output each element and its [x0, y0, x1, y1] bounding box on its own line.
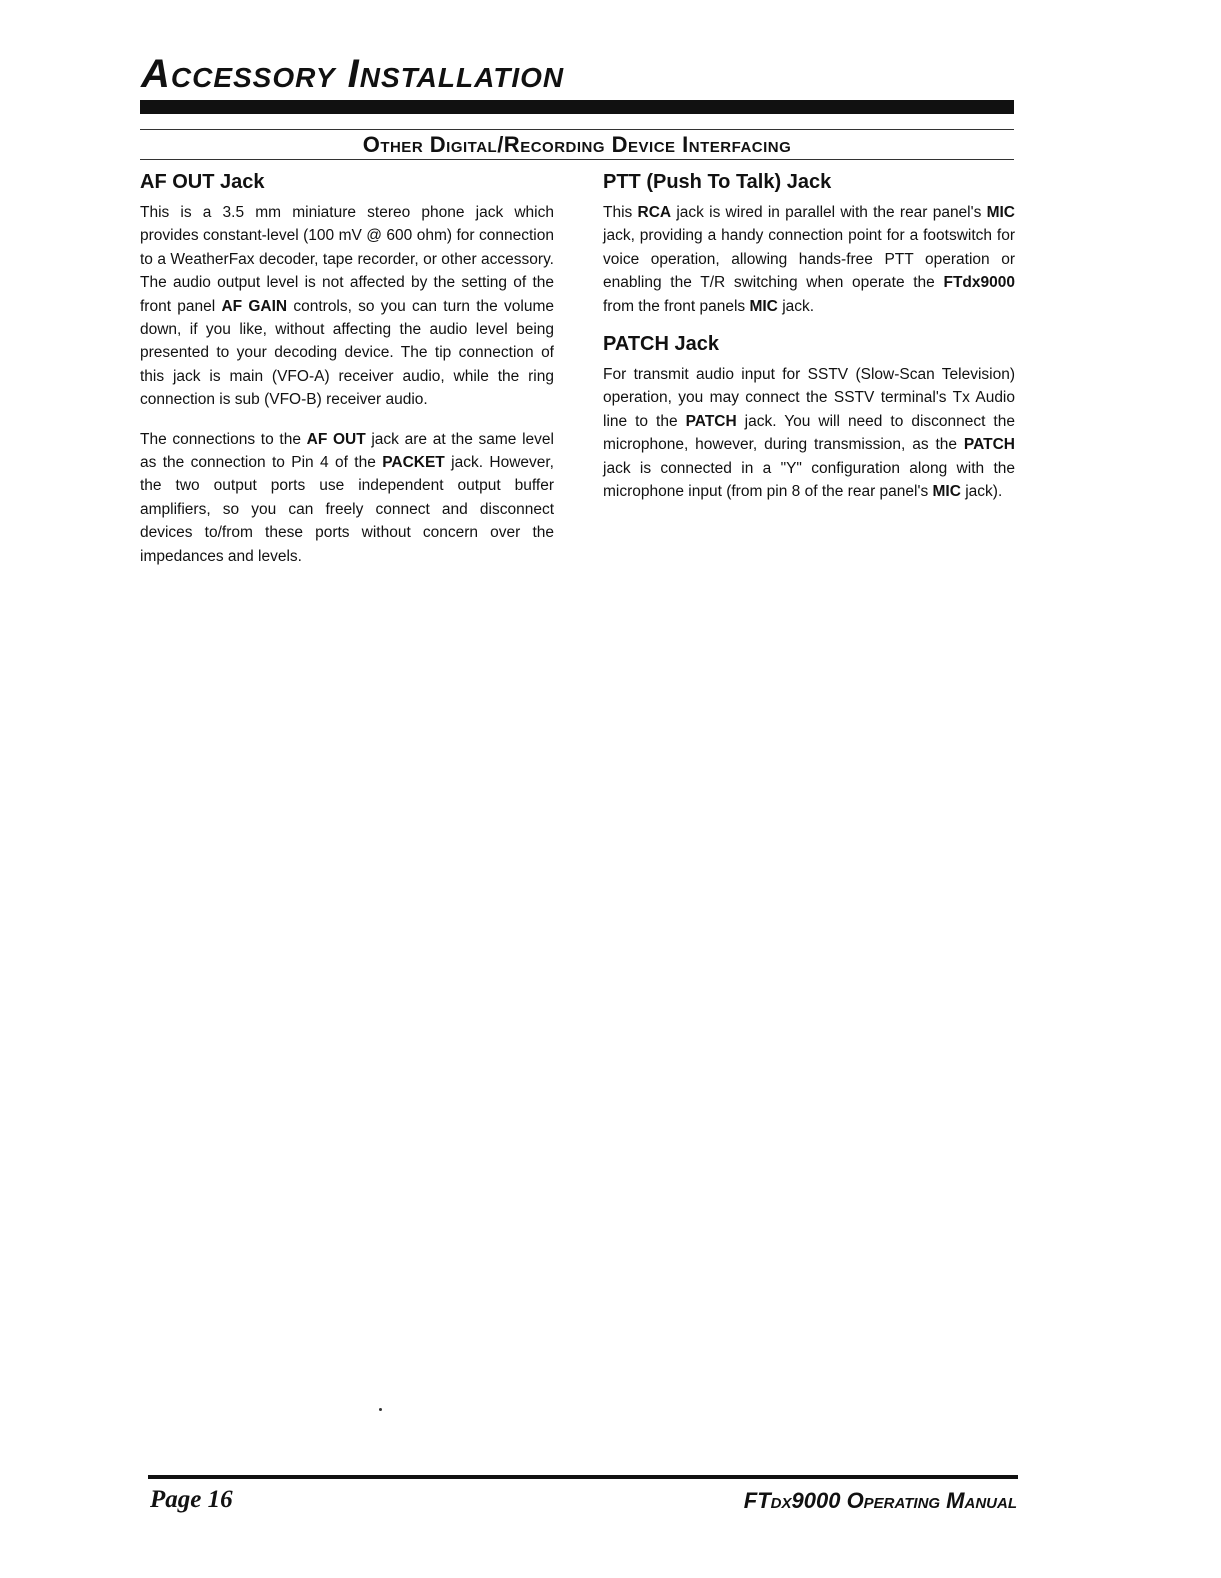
page-title: Accessory Installation — [141, 52, 565, 96]
af-out-paragraph-1: This is a 3.5 mm miniature stereo phone jack which provides constant-level (100 mV @ 600 ohm) for connection to a WeatherFax decoder, tape recorder, or other accessory. The audio output level is not affected by the setting of the front panel AF GAIN controls, so you can turn the volume down, if you like, without affecting the audio level being presented to your decoding device. The tip connection of this jack is main (VFO-A) receiver audio, while the ring connection is sub (VFO-B) receiver audio. — [140, 204, 554, 409]
left-column — [140, 168, 554, 576]
footer-rule — [148, 1475, 1018, 1479]
manual-title: FTdx9000 Operating Manual — [743, 1488, 1017, 1513]
section-heading: Other Digital/Recording Device Interfacing — [362, 132, 792, 157]
title-bar — [140, 100, 1014, 114]
section-rule-bottom — [140, 159, 1014, 160]
stray-dot — [379, 1408, 382, 1411]
right-column — [603, 168, 1015, 511]
ptt-heading: PTT (Push To Talk) Jack — [603, 171, 832, 193]
ptt-paragraph: This RCA jack is wired in parallel with the rear panel's MIC jack, providing a handy connection point for a footswitch for voice operation, allowing hands-free PTT operation or enabling the T/R switching when operate the FTdx9000 from the front panels MIC jack. — [603, 204, 1015, 315]
af-out-heading: AF OUT Jack — [140, 171, 265, 193]
section-rule-top — [140, 129, 1014, 130]
af-out-paragraph-2: The connections to the AF OUT jack are at the same level as the connection to Pin 4 of the PACKET jack. However, the two output ports use independent output buffer amplifiers, so you can freely connect and disconnect devices to/from these ports without concern over the impedances and levels. — [140, 430, 554, 565]
patch-heading: PATCH Jack — [603, 333, 719, 356]
page-number: Page 16 — [150, 1486, 233, 1513]
patch-paragraph: For transmit audio input for SSTV (Slow-Scan Television) operation, you may connect the SSTV terminal's Tx Audio line to the PATCH jack. You will need to disconnect the microphone, however, during transmission, as the PATCH jack is connected in a "Y" configuration along with the microphone input (from pin 8 of the rear panel's MIC jack). — [603, 366, 1015, 501]
